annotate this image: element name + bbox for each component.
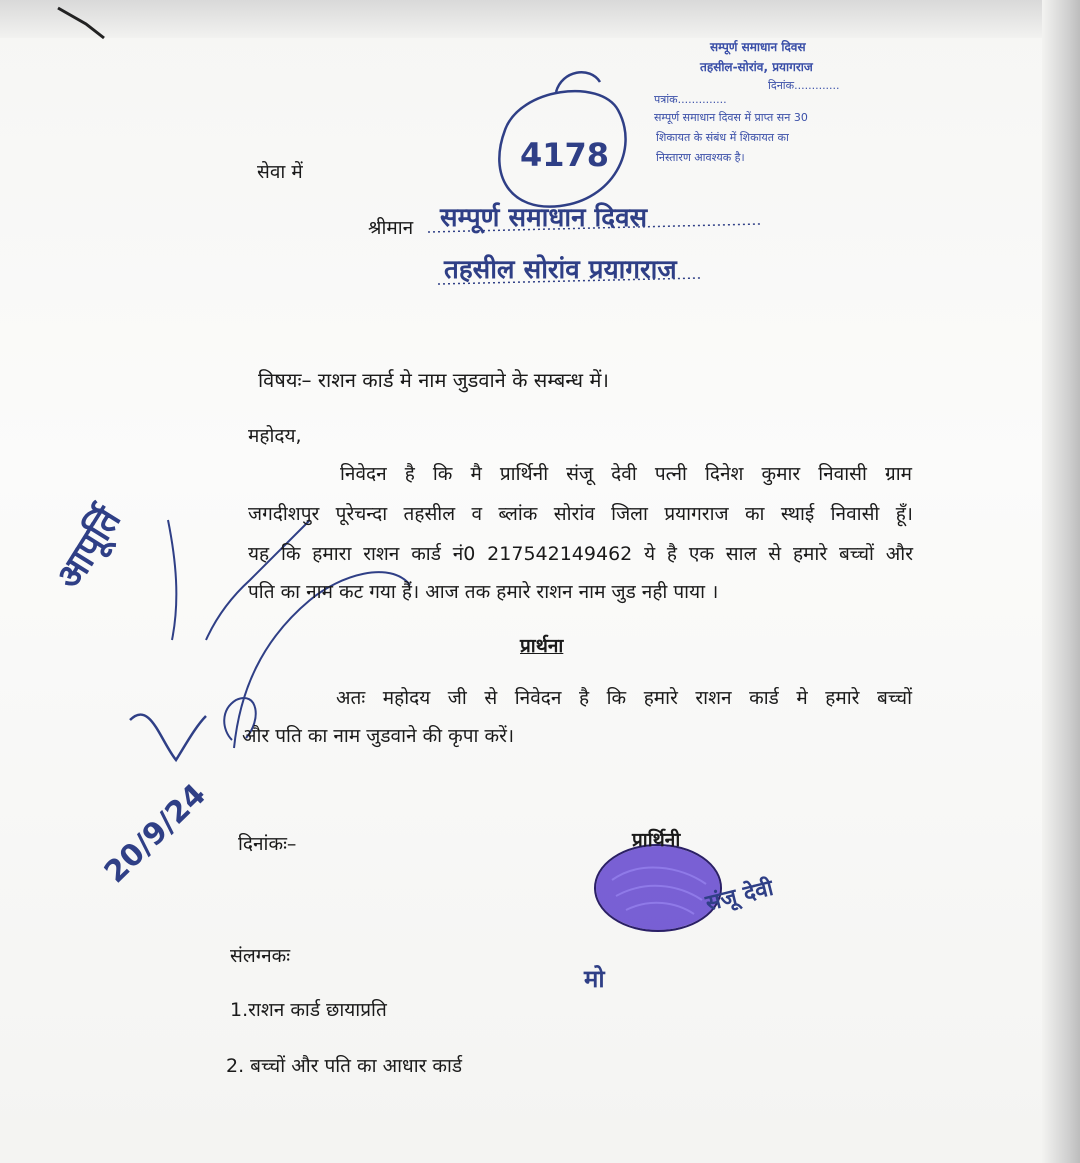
- addressee-prefix: श्रीमान: [368, 217, 414, 239]
- diary-circle-loop: [556, 72, 600, 92]
- applicant-signature: संजू देवी: [703, 875, 776, 917]
- addressee-line-2: तहसील सोरांव प्रयागराज: [444, 255, 677, 285]
- mobile-prefix: मो: [584, 965, 605, 993]
- enclosure-label: संलग्नकः: [230, 945, 291, 967]
- enclosure-item-2: 2. बच्चों और पति का आधार कार्ड: [226, 1055, 463, 1077]
- applicant-label: प्रार्थिनी: [632, 829, 681, 851]
- subject-line: विषयः– राशन कार्ड मे नाम जुडवाने के सम्बन्ध में।: [258, 368, 609, 392]
- corner-scribble: [58, 8, 104, 38]
- enclosure-item-1: 1.राशन कार्ड छायाप्रति: [230, 999, 387, 1021]
- prayer-line-2: और पति का नाम जुडवाने की कृपा करें।: [242, 725, 515, 747]
- stamp-line-7: निस्तारण आवश्यक है।: [656, 151, 745, 164]
- body-line-3: यह कि हमारा राशन कार्ड नं0 217542149462 ये है एक साल से हमारे बच्चों और: [248, 543, 913, 565]
- stamp-line-1: सम्पूर्ण समाधान दिवस: [710, 40, 806, 54]
- stamp-line-2: तहसील-सोरांव, प्रयागराज: [700, 60, 813, 74]
- margin-sign-stroke: [130, 715, 206, 760]
- stamp-line-5: सम्पूर्ण समाधान दिवस में प्राप्त सन 30: [654, 111, 808, 124]
- body-line-1: निवेदन है कि मै प्रार्थिनी संजू देवी पत्नी दिनेश कुमार निवासी ग्राम: [340, 463, 912, 485]
- margin-underline-stroke: [168, 520, 176, 640]
- prayer-line-1: अतः महोदय जी से निवेदन है कि हमारे राशन कार्ड मे हमारे बच्चों: [336, 687, 912, 709]
- body-line-4: पति का नाम कट गया हैं। आज तक हमारे राशन नाम जुड नही पाया ।: [248, 581, 719, 603]
- salutation: सेवा में: [257, 161, 303, 183]
- prayer-heading: प्रार्थना: [520, 635, 564, 657]
- stamp-line-6: शिकायत के संबंध में शिकायत का: [656, 131, 789, 144]
- stamp-line-3: दिनांक.............: [768, 79, 840, 92]
- office-stamp: [648, 34, 948, 184]
- margin-note-date: 20/9/24: [97, 777, 214, 891]
- margin-note-word: आपूर्ति: [48, 500, 130, 597]
- diary-number: 4178: [520, 136, 610, 174]
- addressee-line-1: सम्पूर्ण समाधान दिवस: [440, 203, 648, 233]
- greeting: महोदय,: [248, 425, 302, 447]
- body-line-2: जगदीशपुर पूरेचन्दा तहसील व ब्लांक सोरांव जिला प्रयागराज का स्थाई निवासी हूँ।: [248, 503, 913, 525]
- stamp-line-4: पत्रांक..............: [654, 93, 727, 106]
- date-label: दिनांकः–: [238, 833, 297, 855]
